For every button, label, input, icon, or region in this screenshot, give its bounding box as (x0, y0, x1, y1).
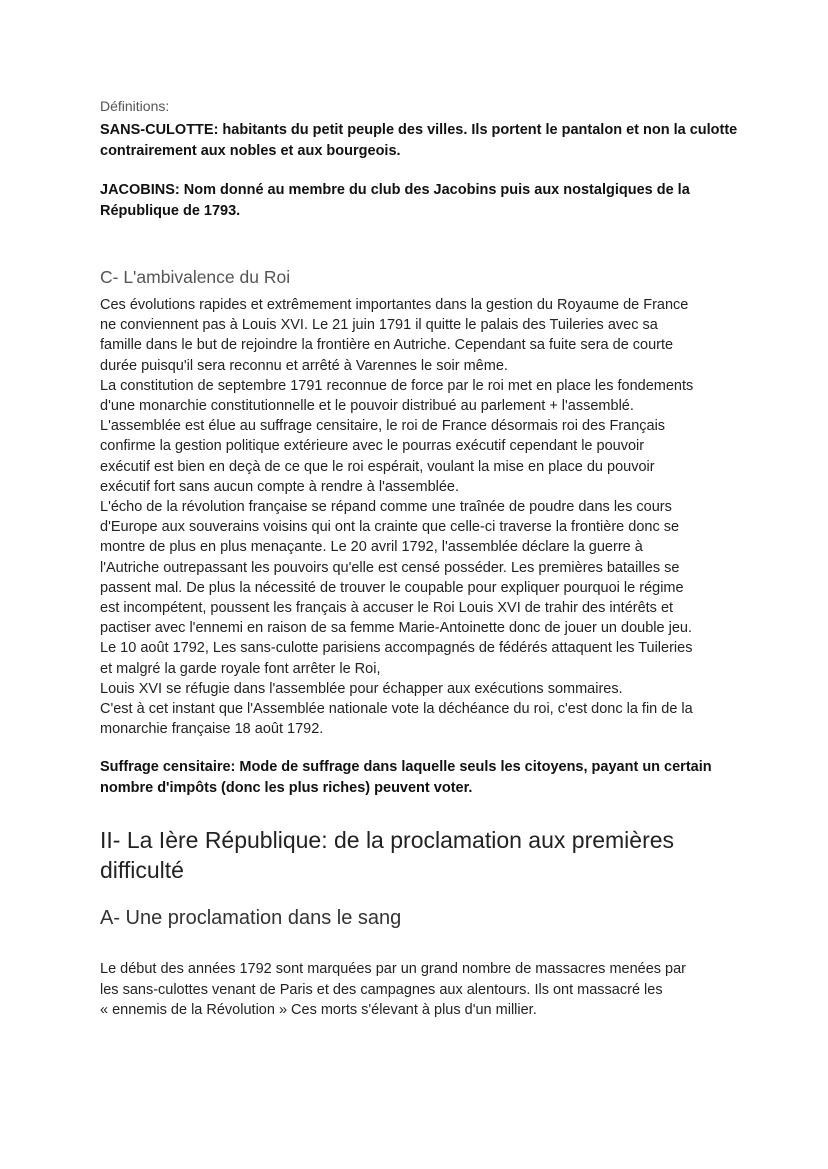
body-line: L'assemblée est élue au suffrage censitaire, le roi de France désormais roi des Français (100, 418, 666, 435)
body-line: et malgré la garde royale font arrêter le Roi, (100, 660, 381, 677)
body-line: durée puisqu'il sera reconnu et arrêté à Varennes le soir même. (100, 357, 508, 374)
section-a-heading: A- Une proclamation dans le sang (100, 907, 402, 930)
body-line: Le 10 août 1792, Les sans-culotte parisiens accompagnés de fédérés attaquent les Tuileries (100, 640, 693, 657)
body-line: famille dans le but de rejoindre la frontière en Autriche. Cependant sa fuite sera de courte (100, 337, 674, 354)
body-line: Louis XVI se réfugie dans l'assemblée pour échapper aux exécutions sommaires. (100, 680, 623, 697)
body-line: les sans-culottes venant de Paris et des campagnes aux alentours. Ils ont massacré les (100, 981, 663, 998)
body-line: passent mal. De plus la nécessité de trouver le coupable pour expliquer pourquoi le régime (100, 579, 684, 596)
section-ii-heading: II- La Ière République: de la proclamation aux premières difficulté (100, 827, 675, 884)
body-line: exécutif est bien en deçà de ce que le roi espérait, voulant la mise en place du pouvoir (100, 458, 655, 475)
body-line: exécutif fort sans aucun compte à rendre à l'assemblée. (100, 478, 460, 495)
body-line: monarchie française 18 août 1792. (100, 721, 324, 738)
section-c-heading: C- L'ambivalence du Roi (100, 267, 291, 287)
definition-jacobins: JACOBINS: Nom donné au membre du club des Jacobins puis aux nostalgiques de la République de 1793. (100, 182, 690, 219)
body-line: l'Autriche outrepassant les pouvoirs qu'elle est censé posséder. Les premières batailles se (100, 559, 680, 576)
definitions-label: Définitions: (100, 98, 170, 114)
body-line: montre de plus en plus menaçante. Le 20 avril 1792, l'assemblée déclare la guerre à (100, 539, 643, 556)
body-line: Ces évolutions rapides et extrêmement importantes dans la gestion du Royaume de France (100, 297, 689, 313)
section-c-body (100, 295, 740, 739)
body-line: confirme la gestion politique extérieure avec le pourras exécutif cependant le pouvoir (100, 438, 645, 455)
body-line: pactiser avec l'ennemi en raison de sa femme Marie-Antoinette donc de jouer un double jeu. (100, 620, 692, 637)
body-line: est incompétent, poussent les français à accuser le Roi Louis XVI de trahir des intérêts et (100, 600, 674, 617)
body-line: ne conviennent pas à Louis XVI. Le 21 juin 1791 il quitte le palais des Tuileries avec sa (100, 317, 658, 334)
definition-suffrage-censitaire: Suffrage censitaire: Mode de suffrage dans laquelle seuls les citoyens, payant un certain nombre d'impôts (donc les plus riches) peuvent voter. (100, 759, 712, 797)
body-line: L'écho de la révolution française se répand comme une traînée de poudre dans les cours (100, 499, 672, 516)
body-line: d'Europe aux souverains voisins qui ont la crainte que celle-ci traverse la frontière donc se (100, 519, 680, 536)
body-line: C'est à cet instant que l'Assemblée nationale vote la déchéance du roi, c'est donc la fin de la (100, 701, 693, 718)
section-a-body (100, 959, 740, 1020)
body-line: d'une monarchie constitutionnelle et le pouvoir distribué au parlement + l'assemblé. (100, 398, 634, 415)
body-line: Le début des années 1792 sont marquées par un grand nombre de massacres menées par (100, 961, 687, 978)
body-line: La constitution de septembre 1791 reconnue de force par le roi met en place les fondements (100, 377, 694, 394)
document-content (100, 96, 740, 1020)
body-line: « ennemis de la Révolution » Ces morts s'élevant à plus d'un millier. (100, 1001, 537, 1018)
definition-sans-culotte: SANS-CULOTTE: habitants du petit peuple des villes. Ils portent le pantalon et non la culotte contrairement aux nobles et aux bourgeois. (100, 122, 738, 159)
